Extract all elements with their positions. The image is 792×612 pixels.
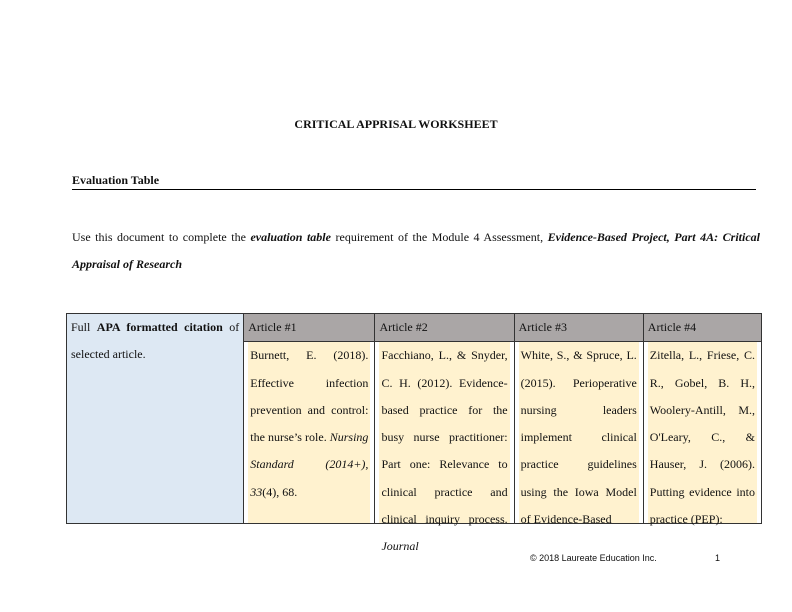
citation-1-italic: Nursing Standard (2014+), 33 xyxy=(250,430,369,499)
page-title: CRITICAL APPRISAL WORKSHEET xyxy=(294,117,498,131)
citation-2-text: Facchiano, L., & Snyder, C. H. (2012). Evidence-based practice for the busy nurse practitioner: Part one: Relevance to clinical practice and clinical inquiry process. xyxy=(381,348,508,527)
section-heading: Evaluation Table xyxy=(72,173,756,190)
citation-2-italic: Journal xyxy=(381,539,419,554)
label-text-2: of selected article. xyxy=(71,320,240,362)
citation-article-4[interactable] xyxy=(643,342,761,527)
header-article-1: Article #1 xyxy=(244,314,375,342)
citation-4-text: Zitella, L., Friese, C. R., Gobel, B. H., Woolery-Antill, M., O'Leary, C., & Hauser, J. (2006). Putting evidence into practice (PEP): xyxy=(649,348,755,527)
intro-text-1: Use this document to complete the xyxy=(72,230,251,244)
citation-1-text: Burnett, E. (2018). Effective infection prevention and control: the nurse’s role. xyxy=(250,348,369,445)
intro-emphasis-1: evaluation table xyxy=(250,230,331,244)
intro-emphasis-2: Evidence-Based Project, Part 4A: Critical Appraisal of Research xyxy=(72,230,761,271)
citation-1-tail: (4), 68. xyxy=(262,484,298,499)
label-text-1: Full xyxy=(71,320,97,334)
citation-article-3[interactable] xyxy=(514,342,643,527)
intro-text-2: requirement of the Module 4 Assessment, xyxy=(330,230,548,244)
intro-paragraph xyxy=(72,224,760,278)
header-article-4: Article #4 xyxy=(643,314,761,342)
citation-3-text: White, S., & Spruce, L. (2015). Perioperative nursing leaders implement clinical practice guidelines using the Iowa Model of Evidence-Based xyxy=(520,348,637,527)
header-article-2: Article #2 xyxy=(375,314,514,342)
citation-article-1[interactable] xyxy=(244,342,375,524)
label-bold: APA formatted citation xyxy=(96,320,223,334)
header-article-3: Article #3 xyxy=(514,314,643,342)
evaluation-table xyxy=(66,313,762,554)
citation-article-2[interactable] xyxy=(375,342,514,554)
page-number: 1 xyxy=(715,553,721,563)
citation-label-cell xyxy=(67,314,244,524)
copyright-footer: © 2018 Laureate Education Inc. xyxy=(530,553,657,563)
table-header-row xyxy=(67,314,762,342)
